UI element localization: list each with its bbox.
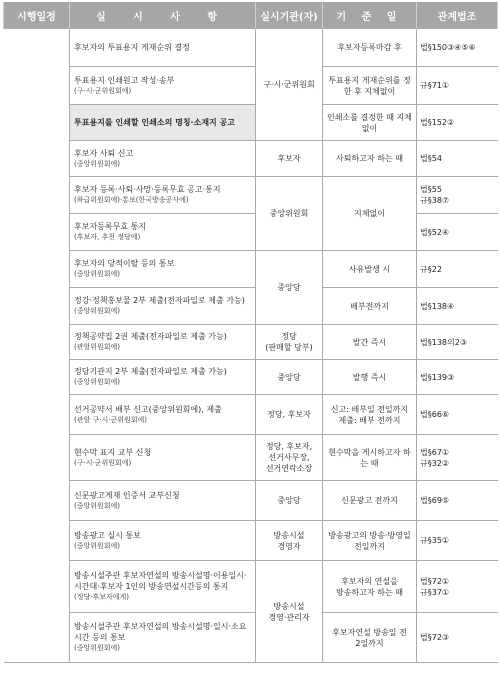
basis-cell: 신문광고 전까지	[323, 481, 417, 521]
header-item: 실 시 사 항	[70, 2, 256, 29]
agency-cell: 후보자	[256, 141, 323, 177]
agency-cell: 정당, 후보자, 선거사무장, 선거연락소장	[256, 435, 323, 481]
law-cell: 법§69⑤	[417, 481, 498, 521]
schedule-table	[3, 2, 498, 663]
law-cell: 규§35①	[417, 521, 498, 561]
basis-cell: 방송광고의 방송·방영일 전일까지	[323, 521, 417, 561]
basis-cell: 후보자의 연설을 방송하고자 하는 때	[323, 561, 417, 613]
item-cell: 후보자의 투표용지 게재순위 결정	[70, 29, 256, 67]
item-cell: 신문광고게재 인증서 교부신청 (중앙위원회에)	[70, 481, 256, 521]
table-row	[4, 435, 498, 481]
basis-cell: 현수막을 게시하고자 하는 때	[323, 435, 417, 481]
law-cell: 법§138의2③	[417, 325, 498, 360]
law-cell: 법§150③④⑤⑥	[417, 29, 498, 67]
header-date: 시행일정	[4, 2, 70, 29]
table-row	[4, 29, 498, 67]
item-cell: 정책공약집 2권 제출(전자파일로 제출 가능) (관할위원회에)	[70, 325, 256, 360]
law-cell: 법§52④	[417, 214, 498, 251]
item-cell: 방송시설주관 후보자연설의 방송시설명·이용일시·시간대·후보자 1인의 방송연설시간등의 통지 (정당·후보자에게)	[70, 561, 256, 613]
law-cell: 법§72① 규§37①	[417, 561, 498, 613]
agency-cell: 중앙당	[256, 481, 323, 521]
agency-cell: 정당, 후보자	[256, 395, 323, 435]
basis-cell: 발간 즉시	[323, 325, 417, 360]
table-row	[4, 67, 498, 105]
law-cell: 법§54	[417, 141, 498, 177]
item-cell: 방송광고 실시 통보 (중앙위원회에)	[70, 521, 256, 561]
agency-cell: 구·시·군위원회	[256, 29, 323, 141]
agency-cell: 정당 (판매할 당부)	[256, 325, 323, 360]
law-cell: 규§22	[417, 251, 498, 288]
law-cell: 법§66⑥	[417, 395, 498, 435]
header-basis: 기 준 일	[323, 2, 417, 29]
header-agency: 실시기관(자)	[256, 2, 323, 29]
table-row	[4, 214, 498, 251]
law-cell: 법§67① 규§32②	[417, 435, 498, 481]
item-cell: 정당기관지 2부 제출(전자파일로 제출 가능) (중앙위원회에)	[70, 360, 256, 395]
table-row	[4, 561, 498, 613]
basis-cell: 후보자등록마감 후	[323, 29, 417, 67]
table-row	[4, 105, 498, 141]
basis-cell: 지체없이	[323, 177, 417, 251]
law-cell: 법§138④	[417, 288, 498, 325]
item-cell: 선거공약서 배부 신고(중앙위원회에), 제출 (관할 구·시·군위원회에)	[70, 395, 256, 435]
table-row	[4, 360, 498, 395]
basis-cell: 신고: 배부일 전일까지 제출: 배부 전까지	[323, 395, 417, 435]
table-row	[4, 325, 498, 360]
law-cell: 규§71①	[417, 67, 498, 105]
table-row	[4, 251, 498, 288]
table-row	[4, 288, 498, 325]
item-cell: 후보자 사퇴 신고 (중앙위원회에)	[70, 141, 256, 177]
table-row	[4, 177, 498, 214]
item-cell: 현수막 표지 교부 신청 (구·시·군위원회에)	[70, 435, 256, 481]
basis-cell: 사퇴하고자 하는 때	[323, 141, 417, 177]
table-row	[4, 521, 498, 561]
item-cell: 후보자등록무효 통지 (후보자, 추천 정당에)	[70, 214, 256, 251]
agency-cell: 방송시설 경영자	[256, 521, 323, 561]
agency-cell: 중앙당	[256, 251, 323, 325]
basis-cell: 발행 즉시	[323, 360, 417, 395]
header-row	[4, 2, 498, 29]
basis-cell: 후보자연설 방송일 전 2일까지	[323, 613, 417, 663]
basis-cell: 인쇄소를 결정한 때 지체없이	[323, 105, 417, 141]
date-cell	[4, 29, 70, 663]
table-row	[4, 481, 498, 521]
law-cell: 법§139③	[417, 360, 498, 395]
item-cell: 방송시설주관 후보자연설의 방송시설명·일시·소요시간 등의 통보 (중앙위원회에)	[70, 613, 256, 663]
basis-cell: 사유발생 시	[323, 251, 417, 288]
header-law: 관계법조	[417, 2, 498, 29]
item-cell-highlighted: 투표용지를 인쇄할 인쇄소의 명칭·소재지 공고	[70, 105, 256, 141]
table-row	[4, 395, 498, 435]
item-cell: 후보자의 당적이탈 등의 통보 (중앙위원회에)	[70, 251, 256, 288]
item-cell: 후보자 등록·사퇴·사망·등록무효 공고·통지 (하급위원회에)·통보(한국방송공사에)	[70, 177, 256, 214]
law-cell: 법§152②	[417, 105, 498, 141]
item-cell: 투표용지 인쇄원고 작성·송부 (구·시·군위원회에)	[70, 67, 256, 105]
item-cell: 정강·정책홍보물 2부 제출(전자파일로 제출 가능) (중앙위원회에)	[70, 288, 256, 325]
law-cell: 법§72③	[417, 613, 498, 663]
agency-cell: 중앙당	[256, 360, 323, 395]
agency-cell: 방송시설 경영·관리자	[256, 561, 323, 663]
basis-cell: 배부전까지	[323, 288, 417, 325]
table-row	[4, 613, 498, 663]
agency-cell: 중앙위원회	[256, 177, 323, 251]
law-cell: 법§55 규§38⑦	[417, 177, 498, 214]
table-row	[4, 141, 498, 177]
basis-cell: 투표용지 게재순위를 정한 후 지체없이	[323, 67, 417, 105]
